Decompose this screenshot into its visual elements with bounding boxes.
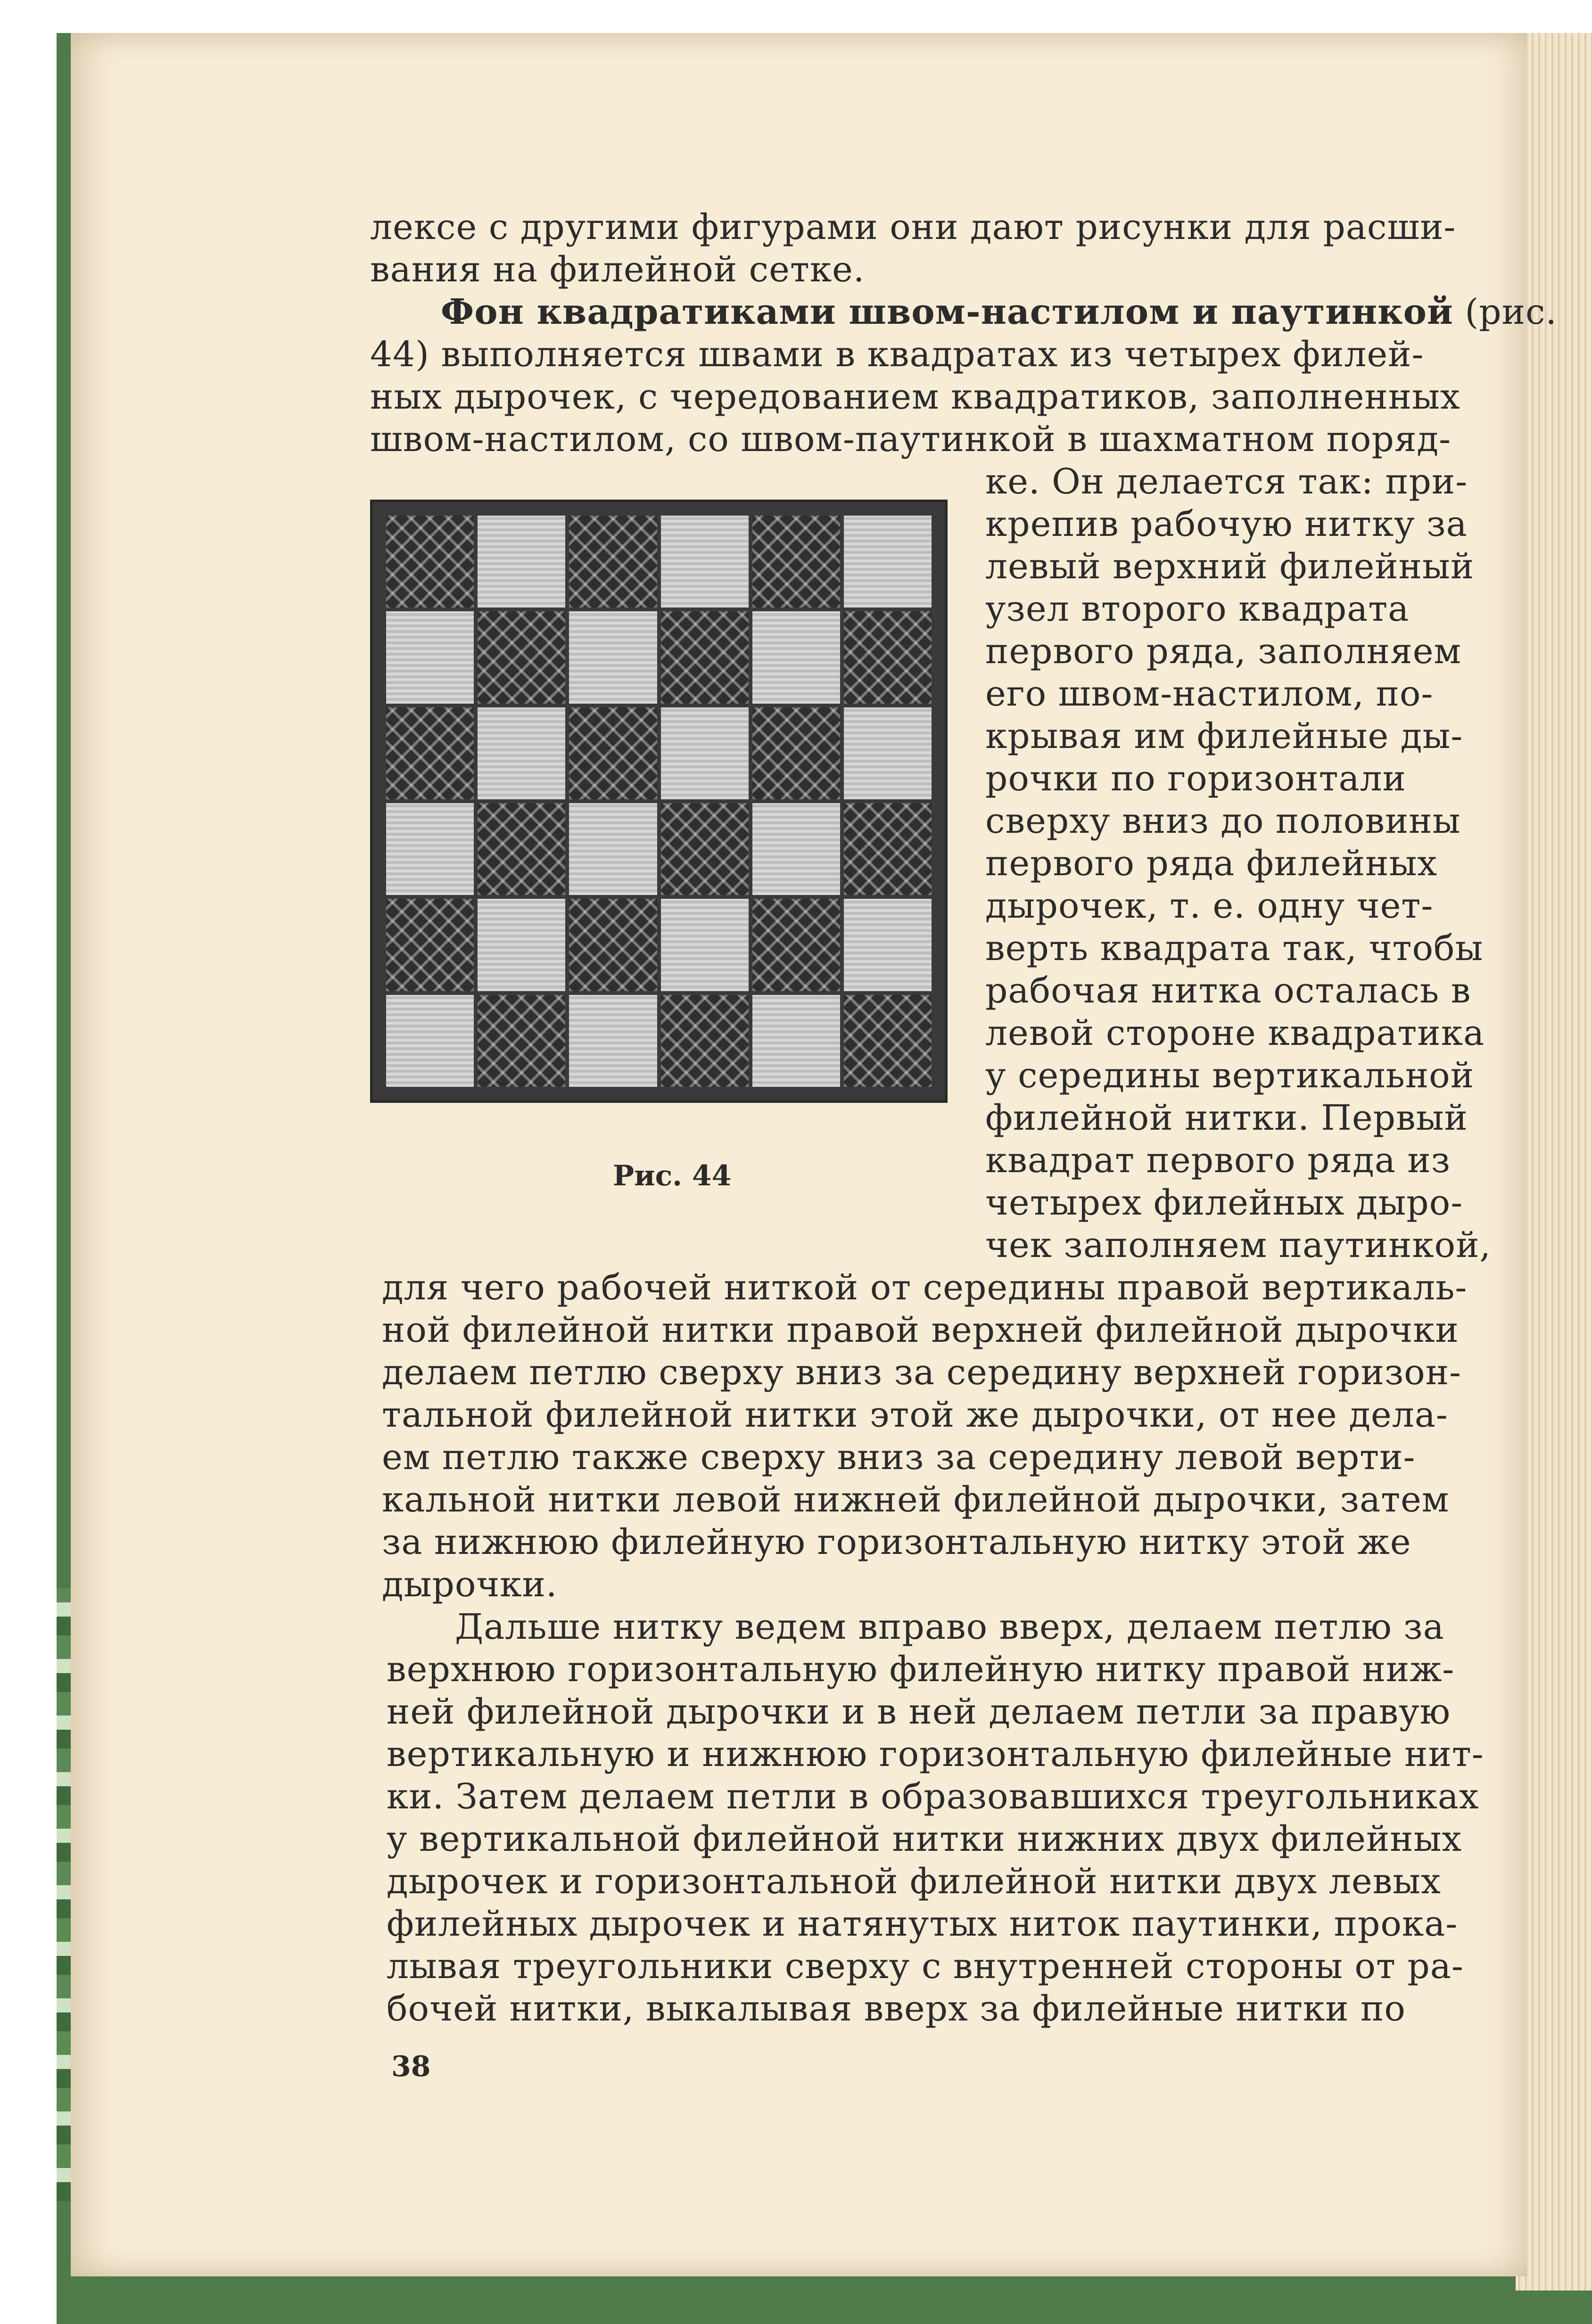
checkerboard-pattern [386,516,932,1087]
paragraph-3-line: вертикальную и нижнюю горизонтальную филейные нит- [387,1734,1484,1774]
pattern-cell [478,995,565,1087]
pattern-cell [386,803,474,895]
right-column-line: квадрат первого ряда из [985,1140,1451,1181]
paragraph-1-line-2: вания на филейной сетке. [370,249,865,290]
continuation-line: кальной нитки левой нижней филейной дырочки, затем [382,1479,1450,1520]
pattern-cell [569,803,657,895]
pattern-cell [386,899,474,991]
right-column-line: у середины вертикальной [985,1055,1475,1096]
continuation-line: ем петлю также сверху вниз за середину левой верти- [382,1437,1416,1478]
right-column-line: его швом-настилом, по- [985,673,1434,714]
pattern-cell [752,899,840,991]
pattern-cell [478,803,565,895]
paragraph-2-title-suffix: (рис. [1465,292,1557,332]
pattern-cell [844,516,932,608]
paragraph-3-line: лывая треугольники сверху с внутренней стороны от ра- [387,1946,1464,1987]
pattern-cell [478,899,565,991]
paragraph-3-line: Дальше нитку ведем вправо вверх, делаем петлю за [455,1607,1444,1647]
pattern-cell [478,707,565,799]
paragraph-3-line: филейных дырочек и натянутых ниток паутинки, прока- [387,1904,1458,1944]
paragraph-1-line-1: лексе с другими фигурами они дают рисунки для расши- [370,207,1456,247]
pattern-cell [844,707,932,799]
paragraph-2-line-2: ных дырочек, с чередованием квадратиков, заполненных [370,377,1460,417]
pattern-cell [661,803,749,895]
right-column-line: ке. Он делается так: при- [985,461,1468,502]
page-number: 38 [391,2050,431,2083]
figure-caption: Рис. 44 [613,1159,732,1192]
pattern-cell [569,611,657,703]
pattern-cell [569,899,657,991]
right-column-line: левый верхний филейный [985,546,1475,587]
paragraph-3-line: бочей нитки, выкалывая вверх за филейные нитки по [387,1988,1406,2029]
pattern-cell [661,516,749,608]
pattern-cell [661,995,749,1087]
figure-44-image [370,500,948,1103]
right-column-line: верть квадрата так, чтобы [985,928,1484,969]
pattern-cell [386,611,474,703]
pattern-cell [569,516,657,608]
pattern-cell [844,803,932,895]
paragraph-2-line-1: 44) выполняется швами в квадратах из четырех филей- [370,334,1424,375]
pattern-cell [386,516,474,608]
pattern-cell [386,707,474,799]
right-column-line: узел второго квадрата [985,589,1410,629]
right-column-line: филейной нитки. Первый [985,1098,1468,1138]
pattern-cell [569,995,657,1087]
right-column-line: левой стороне квадратика [985,1013,1485,1053]
pattern-cell [661,899,749,991]
right-column-line: сверху вниз до половины [985,801,1461,841]
right-column-line: первого ряда филейных [985,843,1438,884]
paragraph-3-line: дырочек и горизонтальной филейной нитки двух левых [387,1861,1441,1902]
pattern-cell [752,803,840,895]
pattern-cell [386,995,474,1087]
paragraph-2-title-line [441,292,1557,332]
pattern-cell [752,995,840,1087]
right-column-line: чек заполняем паутинкой, [985,1225,1491,1265]
pattern-cell [661,707,749,799]
pattern-cell [752,611,840,703]
paragraph-2-title: Фон квадратиками швом-настилом и паутинкой [441,292,1453,332]
pattern-cell [478,611,565,703]
right-column-line: четырех филейных дыро- [985,1183,1463,1223]
continuation-line: тальной филейной нитки этой же дырочки, от нее дела- [382,1395,1448,1435]
pattern-cell [752,516,840,608]
continuation-line: для чего рабочей ниткой от середины правой вертикаль- [382,1267,1468,1308]
right-column-line: крывая им филейные ды- [985,716,1463,756]
continuation-line: делаем петлю сверху вниз за середину верхней горизон- [382,1352,1462,1393]
pattern-cell [661,611,749,703]
paragraph-3-line: ки. Затем делаем петли в образовавшихся треугольниках [387,1776,1479,1817]
paragraph-2-line-3: швом-настилом, со швом-паутинкой в шахматном поряд- [370,419,1452,460]
pattern-cell [844,995,932,1087]
right-column-line: дырочек, т. е. одну чет- [985,886,1434,926]
continuation-line: дырочки. [382,1564,558,1605]
right-column-line: крепив рабочую нитку за [985,504,1468,544]
paragraph-3-line: ней филейной дырочки и в ней делаем петли за правую [387,1692,1451,1732]
pattern-cell [478,516,565,608]
right-column-line: рабочая нитка осталась в [985,970,1471,1011]
continuation-line: за нижнюю филейную горизонтальную нитку этой же [382,1522,1411,1562]
pattern-cell [844,611,932,703]
pattern-cell [844,899,932,991]
paragraph-3-line: у вертикальной филейной нитки нижних двух филейных [387,1819,1462,1859]
pattern-cell [569,707,657,799]
paragraph-3-line: верхнюю горизонтальную филейную нитку правой ниж- [387,1649,1455,1690]
right-column-line: рочки по горизонтали [985,758,1406,799]
continuation-line: ной филейной нитки правой верхней филейной дырочки [382,1310,1459,1350]
right-column-line: первого ряда, заполняем [985,631,1462,672]
pattern-cell [752,707,840,799]
